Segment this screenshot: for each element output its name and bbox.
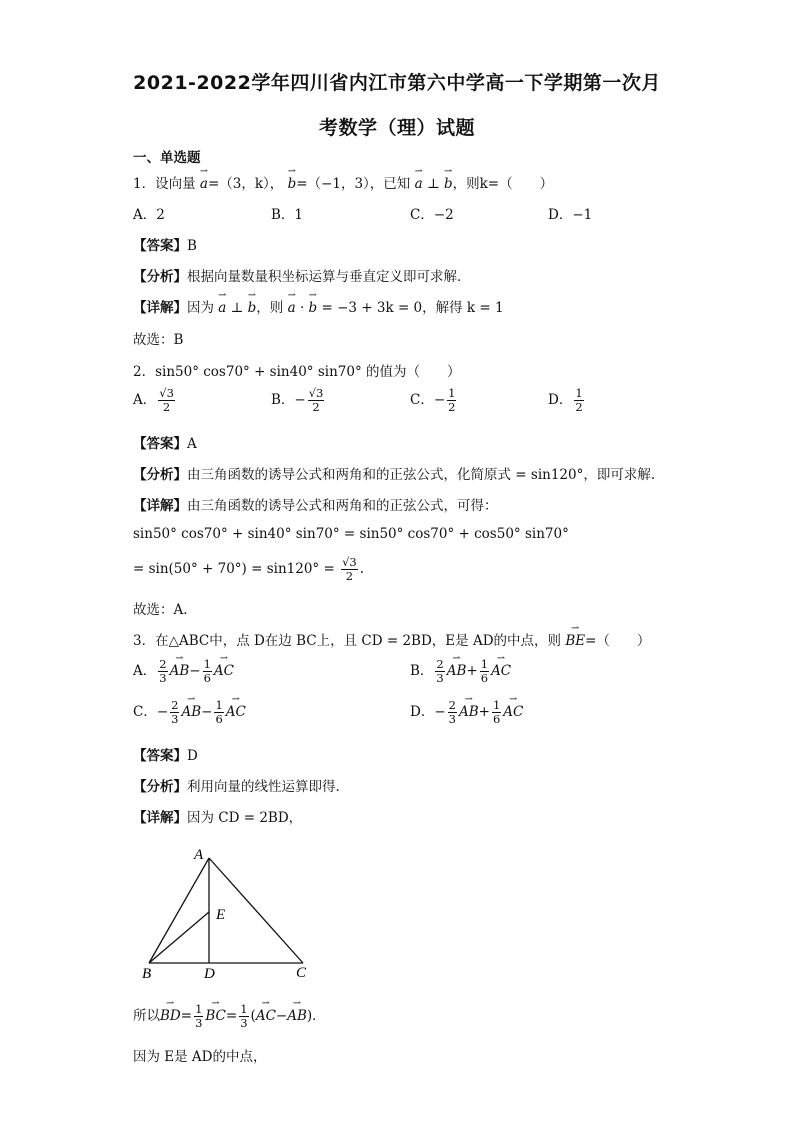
- answer-value: B: [187, 238, 197, 254]
- q1-option-b: B．1: [271, 207, 304, 223]
- q1-stem-mid1: =（3，k），: [207, 176, 284, 192]
- detail-mid: ，则: [256, 300, 284, 316]
- analysis-tag: 【分析】: [133, 269, 187, 285]
- q3-stem-pre: 3．在△ABC中，点 D在边 BC上，且 CD = 2BD，E是 AD的中点，则: [133, 633, 562, 649]
- vector-be: ⇀ BE: [565, 633, 585, 649]
- q2-detail: [133, 494, 498, 514]
- detail-text: 因为 CD = 2BD，: [187, 810, 303, 826]
- paren-right: )．: [306, 1008, 326, 1025]
- denominator: 3: [436, 671, 444, 686]
- numerator: 1: [240, 1002, 248, 1016]
- vector-a: ⇀ a: [200, 176, 208, 192]
- detail-tag: 【详解】: [133, 498, 187, 514]
- fraction: [574, 387, 583, 414]
- vector-a: ⇀ a: [415, 176, 423, 192]
- operator: −: [201, 704, 213, 721]
- denominator: 3: [240, 1016, 248, 1031]
- analysis-text: 利用向量的线性运算即得.: [187, 779, 340, 795]
- q1-analysis: [133, 265, 471, 285]
- numerator: 2: [436, 657, 444, 671]
- option-label: C．: [410, 392, 434, 409]
- q1-stem-pre: 1．设向量: [133, 176, 196, 192]
- label-a: A: [194, 847, 204, 863]
- vector-bc: ⇀ BC: [205, 1008, 226, 1024]
- q3-answer: [133, 744, 198, 764]
- vector-a: ⇀ a: [218, 300, 226, 316]
- label-c: C: [296, 965, 307, 981]
- segment-be: [149, 912, 209, 963]
- option-sign: −: [433, 392, 446, 409]
- option-label: C．: [133, 704, 157, 721]
- vector-a: ⇀ a: [288, 300, 296, 316]
- vector-ab: ⇀ AB: [181, 704, 201, 720]
- denominator: 2: [312, 400, 320, 415]
- numerator: √3: [159, 386, 174, 400]
- analysis-tag: 【分析】: [133, 779, 187, 795]
- denominator: 6: [492, 712, 501, 727]
- denominator: 3: [448, 712, 456, 727]
- q1-stem: 1．设向量 ⇀ a=（3，k）， ⇀ b=（−1，3），已知 ⇀ a ⊥ ⇀ b，则k=（ ）: [133, 172, 553, 192]
- fraction: [448, 699, 457, 726]
- denominator: 2: [448, 400, 456, 415]
- numerator: 2: [448, 698, 456, 712]
- denominator: 3: [159, 671, 167, 686]
- q1-choice: 故选：B: [133, 332, 184, 348]
- q1-option-c: C．−2: [410, 207, 454, 223]
- numerator: 1: [575, 386, 583, 400]
- q1-stem-mid2: =（−1，3），已知: [296, 176, 411, 192]
- operator: +: [466, 663, 478, 680]
- q3-option-d: [410, 699, 523, 726]
- triangle-figure: [130, 840, 330, 985]
- detail-tag: 【详解】: [133, 810, 187, 826]
- q2-option-d: [548, 387, 586, 414]
- numerator: 1: [480, 657, 489, 671]
- numerator: √3: [342, 555, 357, 569]
- operator: −: [275, 1008, 288, 1025]
- answer-tag: 【答案】: [133, 238, 187, 254]
- denominator: 3: [171, 712, 179, 727]
- q2-equation-2: = sin(50° + 70°) = sin120° = $\frac{√3}{2}$ .: [133, 555, 365, 584]
- doc-title-line1: 2021-2022学年四川省内江市第六中学高一下学期第一次月: [133, 72, 661, 94]
- q1-detail: 【详解】因为 ⇀ a ⊥ ⇀ b，则 ⇀ a · ⇀ b = −3 + 3k = 0，解得 k = 1: [133, 296, 504, 316]
- denominator: 3: [195, 1016, 203, 1031]
- option-label: B．: [271, 392, 295, 409]
- q1-option-d: D．−1: [548, 207, 593, 223]
- fraction: [158, 658, 167, 685]
- fraction: [214, 699, 223, 726]
- fraction: [447, 387, 456, 414]
- vector-ab: ⇀ AB: [459, 704, 479, 720]
- denominator: 6: [203, 671, 211, 686]
- detail-text: 由三角函数的诱导公式和两角和的正弦公式，可得：: [187, 498, 498, 514]
- denominator: 6: [480, 671, 489, 686]
- vector-ac: ⇀ AC: [256, 1008, 276, 1024]
- denominator: 2: [162, 400, 171, 415]
- answer-tag: 【答案】: [133, 748, 187, 764]
- fraction: [435, 658, 444, 685]
- vector-ab: ⇀ AB: [447, 663, 467, 679]
- option-label: A．: [133, 392, 157, 409]
- vector-bd: ⇀ BD: [160, 1008, 181, 1024]
- q1-answer: [133, 234, 197, 254]
- denominator: 6: [215, 712, 223, 727]
- numerator: 2: [171, 698, 179, 712]
- option-label: A．: [133, 663, 157, 680]
- option-label: B．: [410, 663, 434, 680]
- option-sign: −: [434, 704, 446, 721]
- numerator: 1: [203, 657, 211, 671]
- analysis-tag: 【分析】: [133, 467, 187, 483]
- q3-option-c: [133, 699, 246, 726]
- vector-b: ⇀ b: [444, 176, 453, 192]
- denominator: 2: [345, 569, 354, 584]
- q3-stem: [133, 629, 650, 649]
- fraction: [203, 658, 212, 685]
- vector-ab: ⇀ AB: [287, 1008, 307, 1024]
- fraction: [194, 1003, 203, 1030]
- fraction: [239, 1003, 248, 1030]
- answer-value: A: [187, 436, 197, 452]
- fraction: [341, 556, 358, 583]
- q3-so-line: [133, 1003, 326, 1030]
- option-label: D．: [410, 704, 435, 721]
- analysis-text: 由三角函数的诱导公式和两角和的正弦公式，化简原式 = sin120°，即可求解.: [187, 467, 656, 483]
- vector-ab: ⇀ AB: [170, 663, 190, 679]
- q2-option-a: [133, 387, 177, 414]
- equation-pre: = sin(50° + 70°) = sin120° =: [133, 561, 335, 578]
- vector-ac: ⇀ AC: [491, 663, 511, 679]
- analysis-text: 根据向量数量积坐标运算与垂直定义即可求解．: [187, 269, 471, 285]
- detail-pre: 因为: [187, 300, 214, 316]
- label-d: D: [204, 966, 215, 982]
- numerator: √3: [308, 386, 324, 400]
- fraction: [170, 699, 179, 726]
- answer-tag: 【答案】: [133, 436, 187, 452]
- vector-b: ⇀ b: [309, 300, 318, 316]
- equals: =: [225, 1008, 238, 1025]
- numerator: 1: [215, 698, 223, 712]
- numerator: 1: [195, 1002, 203, 1016]
- numerator: 1: [448, 386, 456, 400]
- q3-detail: [133, 806, 302, 826]
- fraction: [480, 658, 489, 685]
- numerator: 1: [492, 698, 501, 712]
- vector-b: ⇀ b: [248, 300, 257, 316]
- equals: =: [180, 1008, 193, 1025]
- label-b: B: [142, 966, 152, 982]
- q2-answer: [133, 432, 197, 452]
- fraction: [308, 387, 325, 414]
- detail-post: = −3 + 3k = 0，解得 k = 1: [321, 300, 504, 316]
- q3-analysis: [133, 775, 340, 795]
- q2-option-b: [271, 387, 326, 414]
- label-e: E: [216, 907, 226, 923]
- q2-stem: 2．sin50° cos70° + sin40° sin70° 的值为（ ）: [133, 364, 461, 380]
- option-label: D．: [548, 392, 573, 409]
- fraction: [492, 699, 501, 726]
- section-heading: 一、单选题: [133, 150, 201, 166]
- vector-ac: ⇀ AC: [214, 663, 234, 679]
- q3-stem-post: =（ ）: [585, 633, 651, 649]
- so-pre: 所以: [133, 1008, 160, 1025]
- doc-title-line2: 考数学（理）试题: [318, 117, 475, 139]
- q2-choice: 故选：A.: [133, 602, 188, 618]
- edge-ab: [149, 858, 209, 963]
- q1-stem-mid3: ，则k=（ ）: [452, 176, 554, 192]
- q3-final-line: 因为 E是 AD的中点，: [133, 1049, 267, 1065]
- q1-option-a: A．2: [133, 207, 165, 223]
- q2-option-c: [410, 387, 458, 414]
- operator: +: [478, 704, 490, 721]
- vector-ac: ⇀ AC: [226, 704, 246, 720]
- q3-option-a: [133, 658, 234, 685]
- paren-left: (: [250, 1008, 256, 1025]
- denominator: 2: [575, 400, 583, 415]
- q2-analysis: [133, 463, 655, 483]
- detail-tag: 【详解】: [133, 300, 187, 316]
- option-sign: −: [294, 392, 306, 409]
- operator: −: [189, 663, 201, 680]
- option-sign: −: [156, 704, 169, 721]
- q2-equation-1: sin50° cos70° + sin40° sin70° = sin50° cos70° + cos50° sin70°: [133, 526, 569, 542]
- vector-b: ⇀ b: [288, 176, 297, 192]
- answer-value: D: [187, 748, 198, 764]
- q3-option-b: [410, 658, 511, 685]
- numerator: 2: [159, 657, 167, 671]
- fraction: [158, 387, 175, 414]
- vector-ac: ⇀ AC: [503, 704, 523, 720]
